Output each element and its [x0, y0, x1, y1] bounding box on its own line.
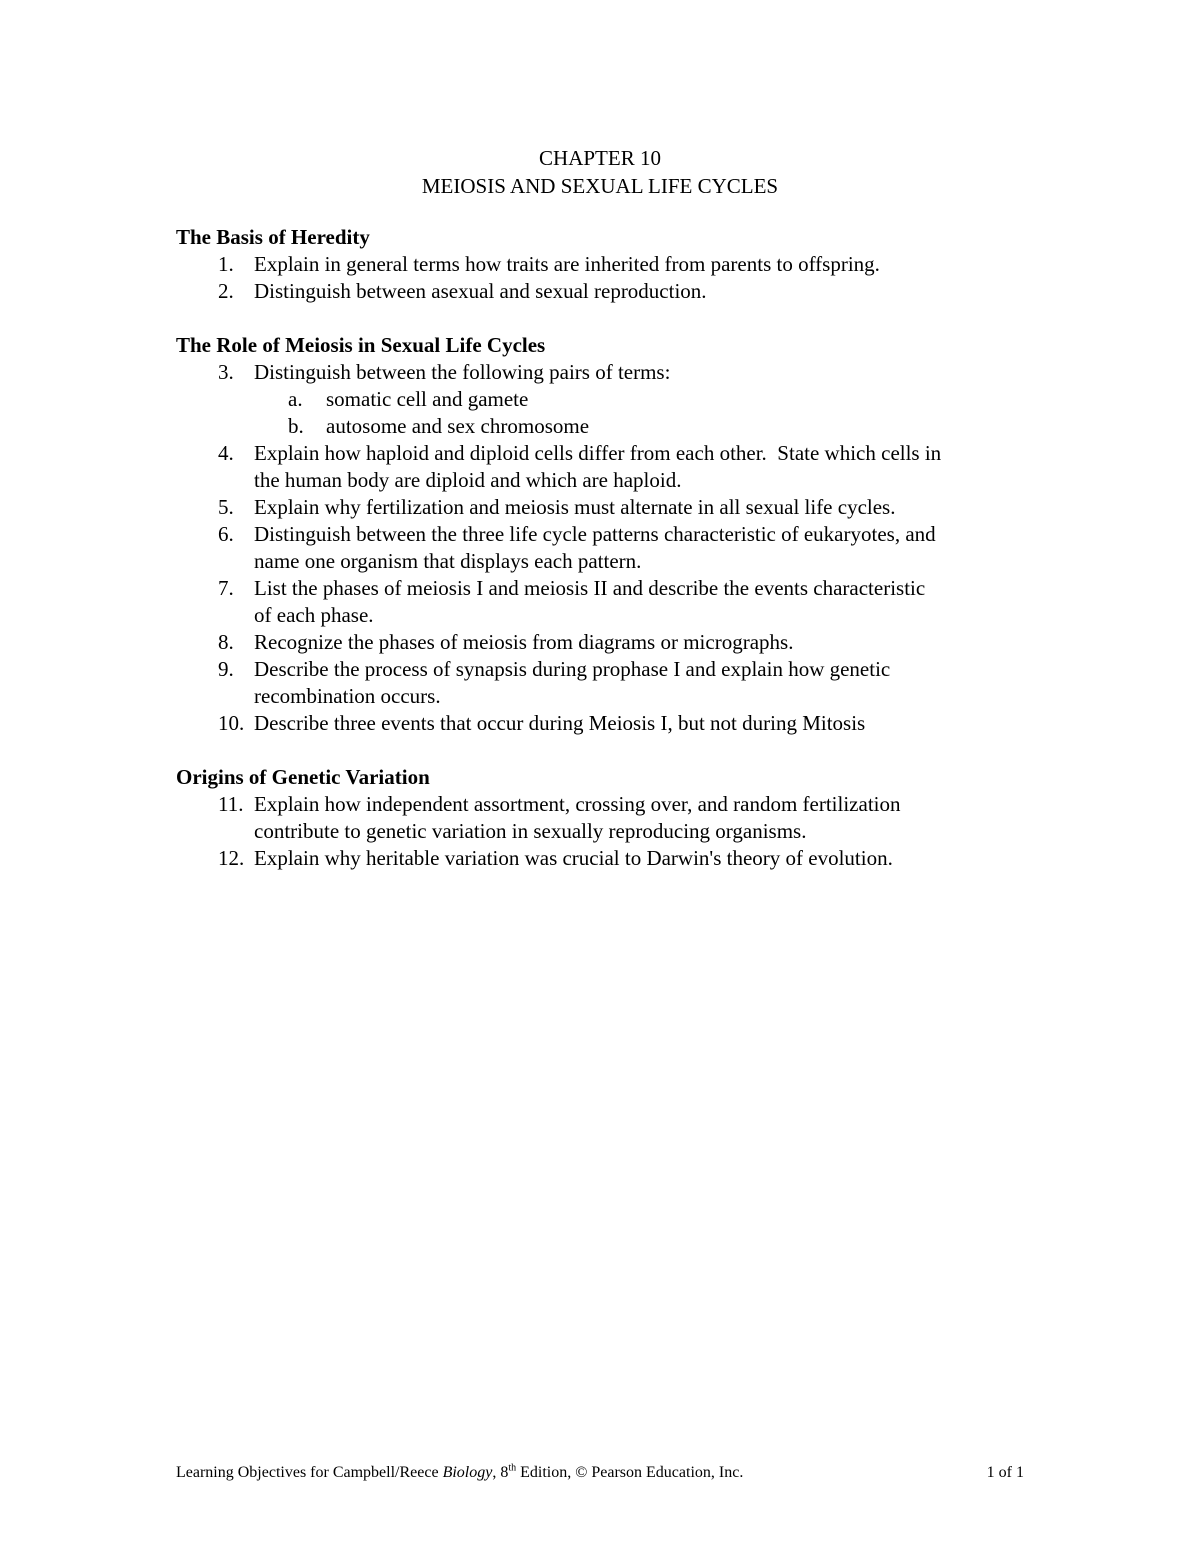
page-number: 1 of 1: [986, 1464, 1024, 1481]
list-item: [176, 656, 1036, 710]
section-heading: The Role of Meiosis in Sexual Life Cycles: [176, 333, 546, 357]
item-text: Explain how independent assortment, crossing over, and random fertilization: [254, 792, 901, 816]
item-number: 9.: [218, 657, 234, 681]
list-item: [176, 629, 1036, 656]
item-text: of each phase.: [254, 603, 374, 627]
item-number: 12.: [218, 846, 245, 870]
sub-list-item: [176, 386, 1036, 413]
footer-suffix: Edition, © Pearson Education, Inc.: [516, 1464, 744, 1481]
list-item: [176, 440, 1036, 494]
section-origins-genetic-variation: [176, 764, 1036, 872]
item-number: 7.: [218, 576, 234, 600]
footer-edition-sup: th: [508, 1462, 517, 1474]
list-item: [176, 710, 1036, 737]
footer-edition-number: , 8: [492, 1464, 509, 1481]
item-text: Recognize the phases of meiosis from diagrams or micrographs.: [254, 630, 794, 654]
list-item: [176, 791, 1036, 845]
section-heading: Origins of Genetic Variation: [176, 765, 430, 789]
item-text: Explain in general terms how traits are inherited from parents to offspring.: [254, 252, 880, 276]
section-role-of-meiosis: [176, 332, 1036, 737]
item-text: name one organism that displays each pattern.: [254, 549, 642, 573]
item-text: Explain how haploid and diploid cells differ from each other. State which cells in: [254, 441, 942, 465]
item-number: 11.: [218, 792, 244, 816]
section-heading: The Basis of Heredity: [176, 225, 370, 249]
item-number: 6.: [218, 522, 234, 546]
item-text: Explain why fertilization and meiosis must alternate in all sexual life cycles.: [254, 495, 896, 519]
title-block: [0, 144, 1200, 200]
sub-item-letter: b.: [288, 414, 304, 438]
list-item: [176, 575, 1036, 629]
list-item: [176, 251, 1036, 278]
item-number: 8.: [218, 630, 234, 654]
item-text: recombination occurs.: [254, 684, 441, 708]
sub-list-item: [176, 413, 1036, 440]
item-number: 4.: [218, 441, 234, 465]
item-text: the human body are diploid and which are haploid.: [254, 468, 682, 492]
item-number: 10.: [218, 711, 245, 735]
item-text: Describe the process of synapsis during prophase I and explain how genetic: [254, 657, 891, 681]
list-item: [176, 278, 1036, 305]
list-item: [176, 845, 1036, 872]
item-number: 5.: [218, 495, 234, 519]
item-number: 1.: [218, 252, 234, 276]
footer-book-title: Biology: [442, 1464, 493, 1481]
item-number: 3.: [218, 360, 234, 384]
sub-item-text: somatic cell and gamete: [326, 387, 529, 411]
item-number: 2.: [218, 279, 234, 303]
objectives-content: [176, 224, 1036, 899]
item-text: List the phases of meiosis I and meiosis II and describe the events characteristic: [254, 576, 926, 600]
list-item: [176, 521, 1036, 575]
list-item: [176, 494, 1036, 521]
footer-citation: [176, 1462, 743, 1484]
item-text: Explain why heritable variation was crucial to Darwin's theory of evolution.: [254, 846, 893, 870]
item-text: Describe three events that occur during Meiosis I, but not during Mitosis: [254, 711, 866, 735]
footer-prefix: Learning Objectives for Campbell/Reece: [176, 1464, 443, 1481]
sub-item-letter: a.: [288, 387, 303, 411]
chapter-title: MEIOSIS AND SEXUAL LIFE CYCLES: [421, 174, 779, 198]
list-item: [176, 359, 1036, 386]
chapter-number: CHAPTER 10: [539, 146, 661, 170]
sub-item-text: autosome and sex chromosome: [326, 414, 590, 438]
item-text: Distinguish between asexual and sexual reproduction.: [254, 279, 707, 303]
item-text: contribute to genetic variation in sexually reproducing organisms.: [254, 819, 807, 843]
item-text: Distinguish between the three life cycle patterns characteristic of eukaryotes, and: [254, 522, 936, 546]
item-text: Distinguish between the following pairs of terms:: [254, 360, 671, 384]
section-basis-of-heredity: [176, 224, 1036, 305]
